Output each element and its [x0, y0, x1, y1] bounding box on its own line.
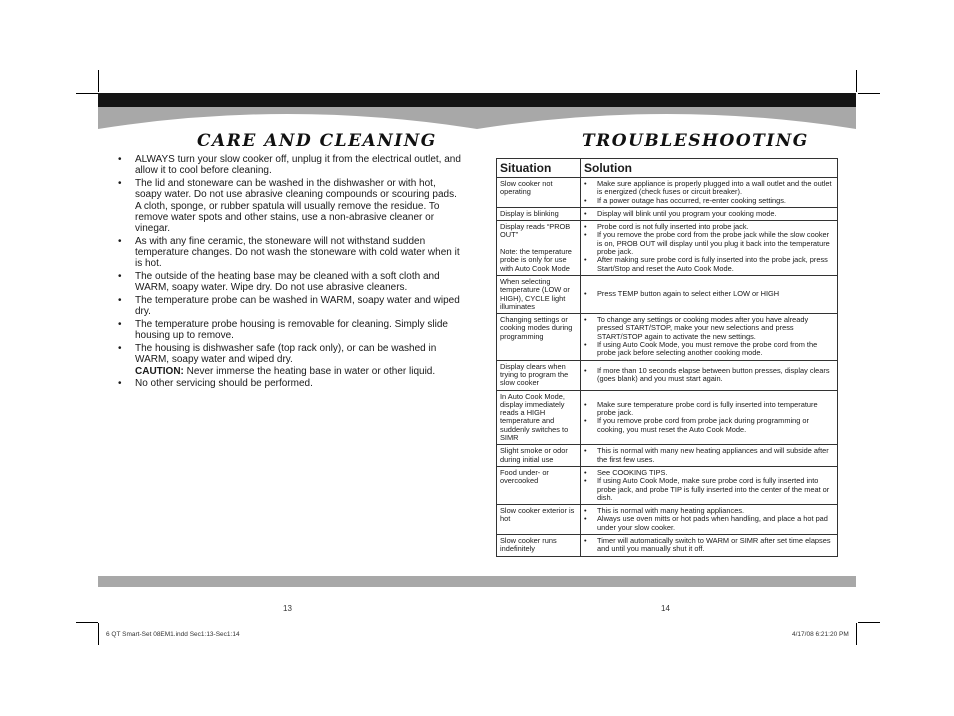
list-item — [118, 271, 463, 294]
bullet: • — [118, 235, 122, 247]
solution-cell — [581, 466, 838, 504]
slug-file-info: 6 QT Smart-Set 08EM1.indd Sec1:13-Sec1:14 — [106, 631, 240, 638]
solution-text: If more than 10 seconds elapse between button presses, display clears (goes blank) and you must start again. — [597, 365, 830, 384]
table-row — [497, 314, 838, 360]
list-item — [118, 154, 463, 177]
solution-cell — [581, 445, 838, 467]
bullet: • — [584, 208, 587, 218]
solution-text: This is normal with many heating appliances. — [597, 506, 745, 516]
solution-text: Timer will automatically switch to WARM or SIMR after set time elapses and until you manually shut it off. — [597, 535, 831, 554]
situation-cell: Display clears when trying to program the slow cooker — [497, 360, 581, 390]
item-text: ALWAYS turn your slow cooker off, unplug it from the electrical outlet, and allow it to cool before cleaning. — [135, 154, 461, 177]
table-row — [497, 390, 838, 445]
solution-cell — [581, 505, 838, 535]
solution-text: Display will blink until you program your cooking mode. — [597, 208, 777, 218]
item-text: The outside of the heating base may be cleaned with a soft cloth and WARM, soapy water. Wipe dry. Do not use abrasive cleaners. — [135, 271, 440, 294]
table-row — [497, 445, 838, 467]
situation-cell: Slow cooker exterior is hot — [497, 505, 581, 535]
top-dark-bar — [98, 93, 856, 107]
crop-mark — [76, 93, 98, 94]
solution-item — [584, 256, 836, 273]
solution-item — [584, 231, 836, 256]
item-text: The lid and stoneware can be washed in the dishwasher or with hot, soapy water. Do not use abrasive cleaning compounds or scouring pads. A cloth, sponge, or rubber spatula will usually remove the residue. To remove water spots and other stains, use a non-abrasive cleaner or vinegar. — [135, 177, 457, 235]
solution-text: If using Auto Cook Mode, you must remove the probe cord from the probe jack before selecting another cooking mode. — [597, 340, 818, 358]
situation-cell: In Auto Cook Mode, display immediately reads a HIGH temperature and suddenly switches to SIMR — [497, 390, 581, 445]
solution-item — [584, 210, 836, 218]
bullet: • — [118, 319, 122, 331]
solution-item — [584, 197, 836, 205]
solution-cell — [581, 178, 838, 208]
bullet: • — [118, 271, 122, 283]
situation-header: Situation — [497, 159, 581, 178]
list-item — [118, 319, 463, 342]
troubleshooting-title: TROUBLESHOOTING — [582, 131, 809, 151]
slug-date-info: 4/17/08 6:21:20 PM — [792, 631, 849, 638]
solution-item — [584, 447, 836, 464]
bullet: • — [584, 179, 587, 188]
crop-mark — [856, 70, 857, 92]
table-row — [497, 360, 838, 390]
bullet: • — [584, 467, 587, 477]
solution-item — [584, 515, 836, 532]
solution-item — [584, 316, 836, 341]
bullet: • — [584, 535, 587, 545]
solution-cell — [581, 314, 838, 360]
care-cleaning-list — [118, 154, 463, 391]
solution-item — [584, 180, 836, 197]
solution-cell — [581, 221, 838, 276]
solution-list — [584, 367, 836, 384]
solution-header: Solution — [581, 159, 838, 178]
header-gray-band — [98, 107, 856, 129]
table-row — [497, 466, 838, 504]
bullet: • — [118, 177, 122, 189]
solution-text: After making sure probe cord is fully inserted into the probe jack, press Start/Stop and reset the Auto Cook Mode. — [597, 255, 828, 273]
solution-text: See COOKING TIPS. — [597, 467, 668, 477]
crop-mark — [76, 622, 98, 623]
bullet: • — [584, 514, 587, 524]
solution-cell — [581, 390, 838, 445]
bullet: • — [584, 340, 587, 350]
solution-item — [584, 367, 836, 384]
solution-list — [584, 507, 836, 532]
solution-item — [584, 477, 836, 502]
bullet: • — [118, 378, 122, 390]
solution-list — [584, 316, 836, 357]
table-row — [497, 505, 838, 535]
footer-gray-band — [98, 576, 856, 587]
solution-list — [584, 537, 836, 554]
solution-list — [584, 447, 836, 464]
troubleshooting-table — [496, 158, 838, 557]
solution-text: To change any settings or cooking modes after you have already pressed START/STOP, make your new selections and press START/STOP again to activate the new settings. — [597, 315, 809, 341]
table-row — [497, 178, 838, 208]
solution-text: Probe cord is not fully inserted into probe jack. — [597, 222, 749, 232]
solution-item — [584, 290, 836, 298]
bullet: • — [584, 222, 587, 232]
situation-cell: When selecting temperature (LOW or HIGH), CYCLE light illuminates — [497, 275, 581, 313]
table-row — [497, 275, 838, 313]
solution-text: If you remove probe cord from probe jack during programming or cooking, you must reset the Auto Cook Mode. — [597, 416, 809, 434]
situation-cell: Display reads “PROB OUT” Note: the temperature probe is only for use with Auto Cook Mode — [497, 221, 581, 276]
solution-list — [584, 290, 836, 298]
crop-mark — [858, 622, 880, 623]
solution-list — [584, 180, 836, 205]
solution-cell — [581, 534, 838, 556]
crop-mark — [856, 623, 857, 645]
situation-cell: Slow cooker runs indefinitely — [497, 534, 581, 556]
solution-text: If using Auto Cook Mode, make sure probe cord is fully inserted into probe jack, and probe TIP is fully inserted into the center of the meat or dish. — [597, 476, 830, 502]
item-text: No other servicing should be performed. — [135, 378, 313, 390]
bullet: • — [118, 343, 122, 355]
table-row — [497, 534, 838, 556]
solution-text: If you remove the probe cord from the probe jack while the slow cooker is on, PROB OUT will display until you plug it back into the temperature probe jack. — [597, 230, 830, 257]
item-text: The housing is dishwasher safe (top rack only), or can be washed in WARM, soapy water and wiped dry. — [135, 343, 437, 366]
solution-item — [584, 417, 836, 434]
crop-mark — [98, 623, 99, 645]
bullet: • — [584, 289, 587, 299]
bullet: • — [584, 476, 587, 486]
troubleshooting-body — [497, 178, 838, 557]
solution-item — [584, 537, 836, 554]
situation-cell: Display is blinking — [497, 207, 581, 220]
solution-item — [584, 341, 836, 358]
table-header-row — [497, 159, 838, 178]
situation-cell: Slight smoke or odor during initial use — [497, 445, 581, 467]
table-row — [497, 207, 838, 220]
item-text: The temperature probe can be washed in WARM, soapy water and wiped dry. — [135, 295, 460, 318]
situation-cell: Changing settings or cooking modes during programming — [497, 314, 581, 360]
list-item — [118, 295, 463, 318]
situation-cell: Slow cooker not operating — [497, 178, 581, 208]
bullet: • — [584, 365, 587, 375]
solution-list — [584, 469, 836, 502]
page-number-left: 13 — [283, 604, 292, 613]
list-item — [118, 343, 463, 377]
bullet: • — [584, 446, 587, 456]
caution-label: CAUTION: — [135, 365, 184, 377]
list-item — [118, 178, 463, 234]
solution-text: Press TEMP button again to select either LOW or HIGH — [597, 289, 780, 299]
bullet: • — [584, 255, 587, 265]
caution-text: Never immerse the heating base in water or other liquid. — [183, 365, 436, 377]
solution-list — [584, 210, 836, 218]
bullet: • — [584, 506, 587, 516]
solution-text: Make sure appliance is properly plugged into a wall outlet and the outlet is energized (check fuses or circuit breaker). — [597, 179, 832, 197]
table-row — [497, 221, 838, 276]
list-item — [118, 236, 463, 270]
list-item — [118, 378, 463, 389]
item-text: The temperature probe housing is removable for cleaning. Simply slide housing up to remove. — [135, 319, 448, 342]
solution-cell — [581, 207, 838, 220]
solution-cell — [581, 275, 838, 313]
solution-text: This is normal with many new heating appliances and will subside after the first few uses. — [597, 446, 829, 464]
solution-text: Make sure temperature probe cord is fully inserted into temperature probe jack. — [597, 399, 818, 418]
solution-item — [584, 401, 836, 418]
solution-text: If a power outage has occurred, re-enter cooking settings. — [597, 195, 786, 205]
crop-mark — [98, 70, 99, 92]
bullet: • — [584, 230, 587, 240]
solution-text: Always use oven mitts or hot pads when handling, and place a hot pad under your slow cooker. — [597, 514, 828, 532]
solution-list — [584, 223, 836, 273]
bullet: • — [584, 416, 587, 426]
bullet: • — [118, 154, 122, 165]
solution-cell — [581, 360, 838, 390]
situation-cell: Food under- or overcooked — [497, 466, 581, 504]
bullet: • — [118, 295, 122, 307]
crop-mark — [858, 93, 880, 94]
bullet: • — [584, 315, 587, 325]
care-cleaning-title: CARE AND CLEANING — [197, 131, 437, 151]
page-number-right: 14 — [661, 604, 670, 613]
bullet: • — [584, 399, 587, 409]
solution-list — [584, 401, 836, 434]
bullet: • — [584, 195, 587, 205]
item-text: As with any fine ceramic, the stoneware will not withstand sudden temperature changes. Do not wash the stoneware with cold water when it is hot. — [135, 235, 460, 270]
